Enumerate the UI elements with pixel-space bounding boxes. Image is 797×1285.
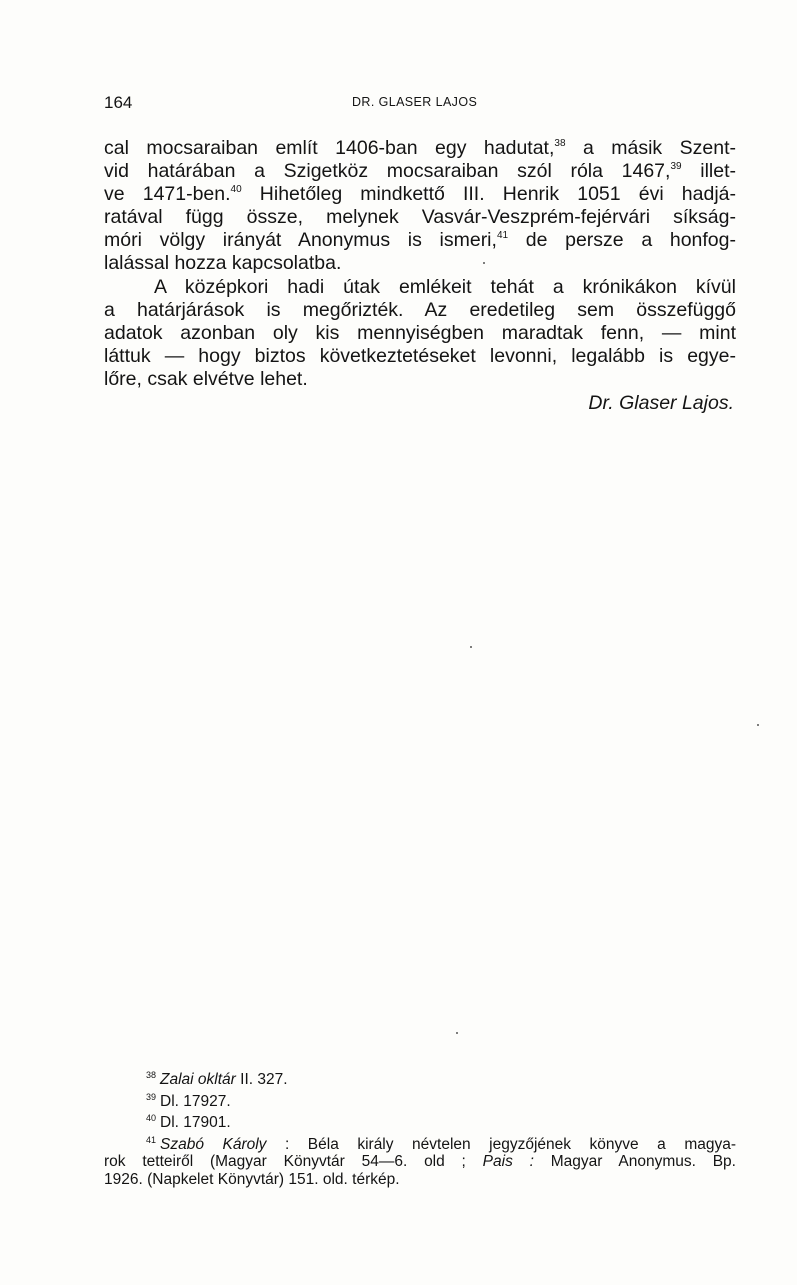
page-number: 164: [104, 93, 133, 112]
footnotes: [104, 1067, 736, 1189]
text-fragment: Hihetőleg mindkettő III. Henrik 1051 évi hadjá-: [241, 183, 736, 206]
text-line: [104, 160, 736, 183]
scan-speck: [470, 646, 472, 648]
text-line: [104, 229, 736, 252]
scan-speck: [456, 1032, 458, 1034]
footnote-38: [104, 1067, 736, 1089]
text-line: lőre, csak elvétve lehet.: [104, 367, 308, 390]
footnote-text: II. 327.: [235, 1071, 288, 1088]
footnote-text: : Béla király névtelen jegyzőjének könyve a magya-: [266, 1135, 737, 1153]
text-line: A középkori hadi útak emlékeit tehát a krónikákon kívül: [154, 275, 736, 298]
footnote-41: [104, 1132, 736, 1154]
author-signature: Dr. Glaser Lajos.: [588, 392, 734, 415]
scan-speck: [483, 262, 485, 264]
text-fragment: ve 1471-ben.: [104, 183, 231, 206]
footnote-number: 39: [146, 1091, 157, 1102]
footnote-ref-39: 39: [670, 161, 682, 173]
footnote-ref-38: 38: [554, 138, 566, 149]
page-header: [104, 93, 736, 115]
footnote-author: Pais :: [482, 1153, 534, 1171]
footnote-text: Magyar Anonymus. Bp.: [533, 1153, 736, 1171]
running-head: DR. GLASER LAJOS: [352, 95, 478, 109]
footnote-text: rok tetteiről (Magyar Könyvtár 54—6. old ;: [104, 1153, 483, 1171]
text-fragment: vid határában a Szigetköz mocsaraiban szól róla 1467,: [104, 160, 671, 183]
text-fragment: móri völgy irányát Anonymus is ismeri,: [104, 229, 497, 252]
footnote-39: [104, 1089, 736, 1111]
footnote-number: 38: [146, 1070, 157, 1080]
text-line: adatok azonban oly kis mennyiségben maradtak fenn, — mint: [104, 321, 736, 344]
text-fragment: illet-: [681, 160, 736, 183]
footnote-41-line-3: 1926. (Napkelet Könyvtár) 151. old. térkép.: [104, 1170, 400, 1188]
text-line: láttuk — hogy biztos következtetéseket levonni, legalább is egye-: [104, 344, 736, 367]
footnote-text: Dl. 17901.: [160, 1114, 231, 1132]
footnote-40: [104, 1110, 736, 1132]
text-line: [104, 137, 736, 160]
body-text: [104, 137, 736, 415]
footnote-text: Dl. 17927.: [160, 1092, 231, 1110]
text-line: ratával függ össze, melynek Vasvár-Veszprém-fejérvári síkság-: [104, 206, 736, 229]
footnote-41-line-2: [104, 1153, 736, 1171]
text-line: a határjárások is megőrizték. Az eredetileg sem összefüggő: [104, 298, 736, 321]
footnote-author: Szabó Károly: [160, 1135, 267, 1153]
paragraph-1: [104, 137, 736, 276]
text-fragment: a másik Szent-: [565, 137, 736, 159]
text-line: [104, 183, 736, 206]
text-fragment: cal mocsaraiban említ 1406-ban egy hadutat,: [104, 137, 555, 159]
paragraph-2: [104, 276, 736, 391]
footnote-ref-40: 40: [230, 184, 242, 196]
scan-speck: [757, 724, 759, 726]
footnote-ref-41: 41: [496, 230, 509, 242]
text-fragment: de persze a honfog-: [508, 229, 736, 252]
footnote-source: Zalai okltár: [160, 1071, 236, 1088]
footnote-number: 40: [146, 1113, 157, 1124]
text-line: lalással hozza kapcsolatba.: [104, 252, 342, 275]
footnote-number: 41: [146, 1134, 157, 1145]
